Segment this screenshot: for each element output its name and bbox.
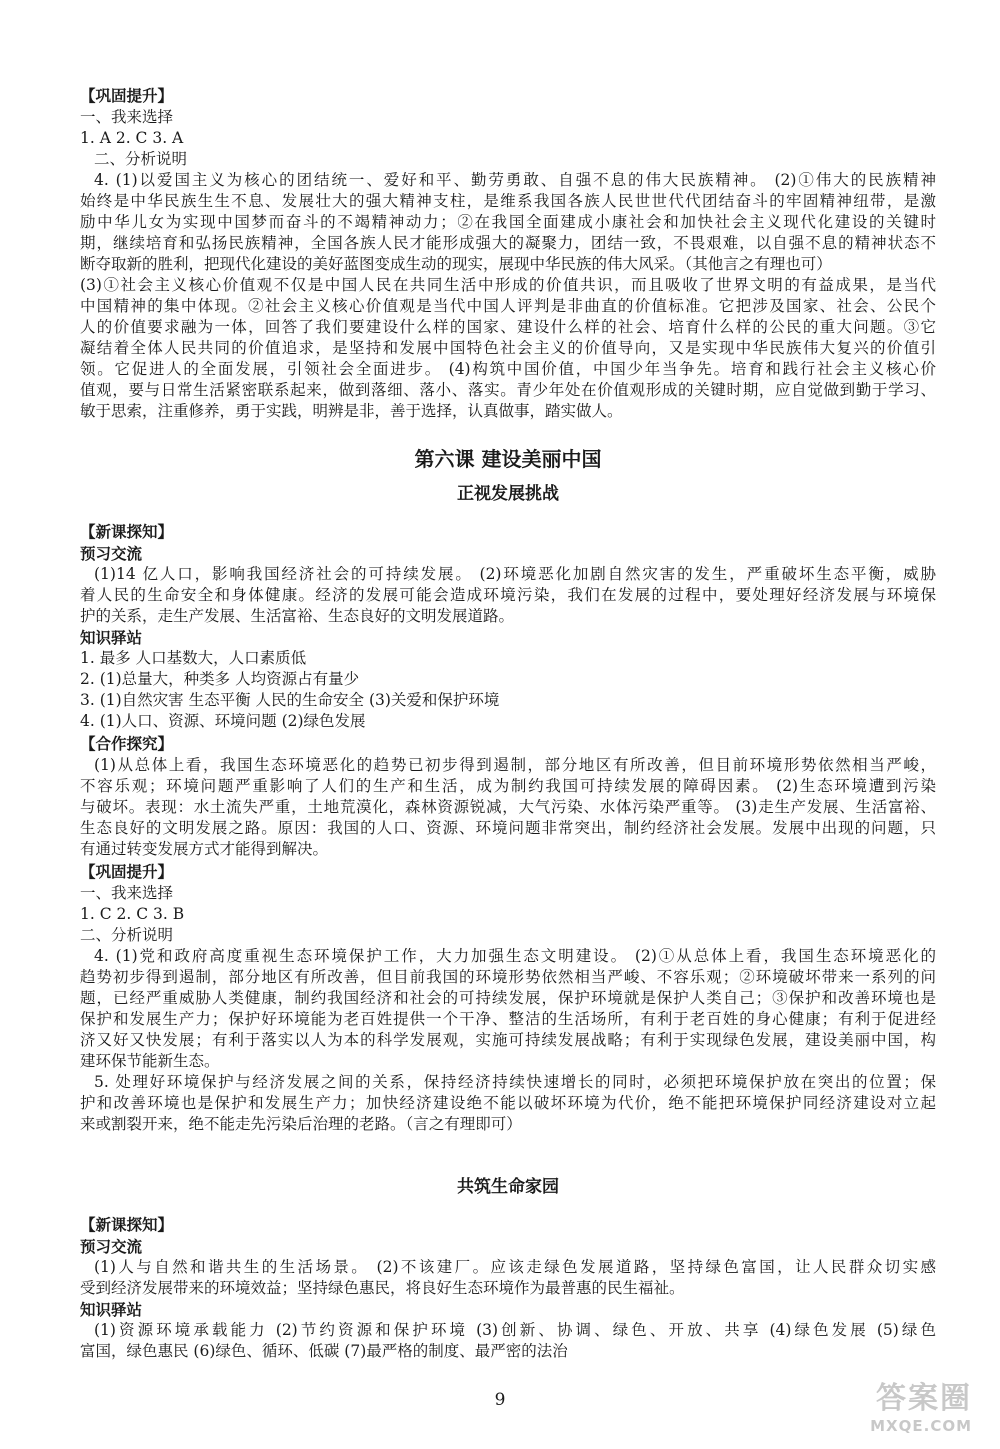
text-line: 期，继续培育和弘扬民族精神，全国各族人民才能形成强大的凝聚力，团结一致，不畏艰难，以自强不息的精神状态不 [80,234,936,252]
lesson-title: 第六课 建设美丽中国 [414,447,602,471]
yuxi-title: 预习交流 [80,544,143,563]
text-line: 励中华儿女为实现中国梦而奋斗的不竭精神动力；②在我国全面建成小康社会和加快社会主义现代化建设的关键时 [80,213,936,231]
text-line: 受到经济发展带来的环境效益；坚持绿色惠民，将良好生态环境作为最普惠的民生福祉。 [80,1279,685,1297]
text-line: 生态良好的文明发展之路。原因：我国的人口、资源、环境问题非常突出，制约经济社会发展。发展中出现的问题，只 [80,819,936,837]
text-line: 保护和发展生产力；保护好环境能为老百姓提供一个干净、整洁的生活场所，有利于老百姓的身心健康；有利于促进经 [80,1010,936,1028]
choose-title: 一、我来选择 [80,108,174,126]
list-item: 3. (1)自然灾害 生态平衡 人民的生命安全 (3)关爱和保护环境 [80,691,500,709]
text-line: (3)①社会主义核心价值观不仅是中国人民在共同生活中形成的价值共识，而且吸收了世界文明的有益成果，是当代 [80,276,936,294]
text-line: 敏于思索，注重修养，勇于实践，明辨是非，善于选择，认真做事，踏实做人。 [80,402,623,420]
page-content [80,84,936,1362]
text-line: (1)14 亿人口，影响我国经济社会的可持续发展。 (2)环境恶化加剧自然灾害的发生，严重破坏生态平衡，威胁 [94,565,936,583]
text-line: 着人民的生命安全和身体健康。经济的发展可能会造成环境污染，我们在发展的过程中，要处理好经济发展与环境保 [80,586,936,604]
text-line: 人的价值要求融为一体，回答了我们要建设什么样的国家、建设什么样的社会、培育什么样的公民的重大问题。③它 [80,318,936,336]
text-line: (1)从总体上看，我国生态环境恶化的趋势已初步得到遏制，部分地区有所改善，但目前环境形势依然相当严峻， [94,756,936,774]
section-tag-hezuo: 【合作探究】 [80,734,174,753]
choose-title: 一、我来选择 [80,884,174,902]
zhishi-title: 知识驿站 [80,1300,143,1319]
text-line: 4. (1)党和政府高度重视生态环境保护工作，大力加强生态文明建设。 (2)①从总体上看，我国生态环境恶化的 [94,947,936,965]
watermark-sub: MXQE.COM [870,1417,972,1435]
zhishi-title: 知识驿站 [80,628,143,647]
text-line: 领。它促进人的全面发展，引领社会全面进步。 (4)构筑中国价值，中国少年当争先。培育和践行社会主义核心价 [80,360,936,378]
section-tag-gonggu: 【巩固提升】 [80,862,174,881]
list-item: 1. 最多 人口基数大，人口素质低 [80,649,307,667]
watermark-logo [870,1373,978,1435]
text-line: 护和改善环境也是保护和发展生产力；加快经济建设绝不能以破坏环境为代价，绝不能把环境保护同经济建设对立起 [80,1094,936,1112]
analysis-title: 二、分析说明 [94,150,188,168]
choose-answers: 1. A 2. C 3. A [80,129,184,147]
text-line: 富国，绿色惠民 (6)绿色、循环、低碳 (7)最严格的制度、最严密的法治 [80,1342,568,1360]
text-line: (1)资源环境承载能力 (2)节约资源和保护环境 (3)创新、协调、绿色、开放、共享 (4)绿色发展 (5)绿色 [94,1321,936,1339]
watermark-main: 答案圈 [876,1381,972,1416]
lesson-subtitle: 正视发展挑战 [457,484,559,504]
yuxi-title: 预习交流 [80,1237,143,1256]
list-item: 2. (1)总量大，种类多 人均资源占有量少 [80,670,360,688]
choose-answers: 1. C 2. C 3. B [80,905,185,923]
section-tag-xinke: 【新课探知】 [80,1215,174,1234]
text-line: (1)人与自然和谐共生的生活场景。 (2)不该建厂。应该走绿色发展道路，坚持绿色富国，让人民群众切实感 [94,1258,936,1276]
analysis-title: 二、分析说明 [80,926,174,944]
text-line: 值观，要与日常生活紧密联系起来，做到落细、落小、落实。青少年处在价值观形成的关键时期，应自觉做到勤于学习、 [80,381,936,399]
text-line: 趋势初步得到遏制，部分地区有所改善，但目前我国的环境形势依然相当严峻、不容乐观；②环境破坏带来一系列的问 [80,968,936,986]
text-line: 题，已经严重威胁人类健康，制约我国经济和社会的可持续发展，保护环境就是保护人类自己；③保护和改善环境也是 [80,989,936,1007]
text-line: 建环保节能新生态。 [80,1052,220,1070]
text-line: 4. (1)以爱国主义为核心的团结统一、爱好和平、勤劳勇敢、自强不息的伟大民族精神。 (2)①伟大的民族精神 [94,171,936,189]
text-line: 中国精神的集中体现。②社会主义核心价值观是当代中国人评判是非曲直的价值标准。它把涉及国家、社会、公民个 [80,297,936,315]
text-line: 不容乐观；环境问题严重影响了人们的生产和生活，成为制约我国可持续发展的障碍因素。 (2)生态环境遭到污染 [80,777,936,795]
text-line: 有通过转变发展方式才能得到解决。 [80,840,329,858]
text-line: 断夺取新的胜利，把现代化建设的美好蓝图变成生动的现实，展现中华民族的伟大风采。（其他言之有理也可） [80,255,832,273]
text-line: 护的关系，走生产发展、生活富裕、生态良好的文明发展道路。 [80,607,515,625]
list-item: 4. (1)人口、资源、环境问题 (2)绿色发展 [80,712,366,730]
section-tag-gonggu: 【巩固提升】 [80,86,174,105]
text-line: 始终是中华民族生生不息、发展壮大的强大精神支柱，是维系我国各族人民世世代代团结奋斗的牢固精神纽带，是激 [80,192,936,210]
page-number: 9 [494,1390,506,1410]
text-line: 5. 处理好环境保护与经济发展之间的关系，保持经济持续快速增长的同时，必须把环境保护放在突出的位置；保 [94,1073,936,1091]
text-line: 与破坏。表现：水土流失严重，土地荒漠化，森林资源锐减，大气污染、水体污染严重等。 (3)走生产发展、生活富裕、 [80,798,936,816]
section-tag-xinke: 【新课探知】 [80,522,174,541]
text-line: 济又好又快发展；有利于落实以人为本的科学发展观，实施可持续发展战略；有利于实现绿色发展，建设美丽中国，构 [80,1031,936,1049]
text-line: 来或割裂开来，绝不能走先污染后治理的老路。（言之有理即可） [80,1115,522,1133]
lesson-subtitle: 共筑生命家园 [457,1177,559,1197]
text-line: 凝结着全体人民共同的价值追求，是坚持和发展中国特色社会主义的价值导向，又是实现中华民族伟大复兴的价值引 [80,339,936,357]
